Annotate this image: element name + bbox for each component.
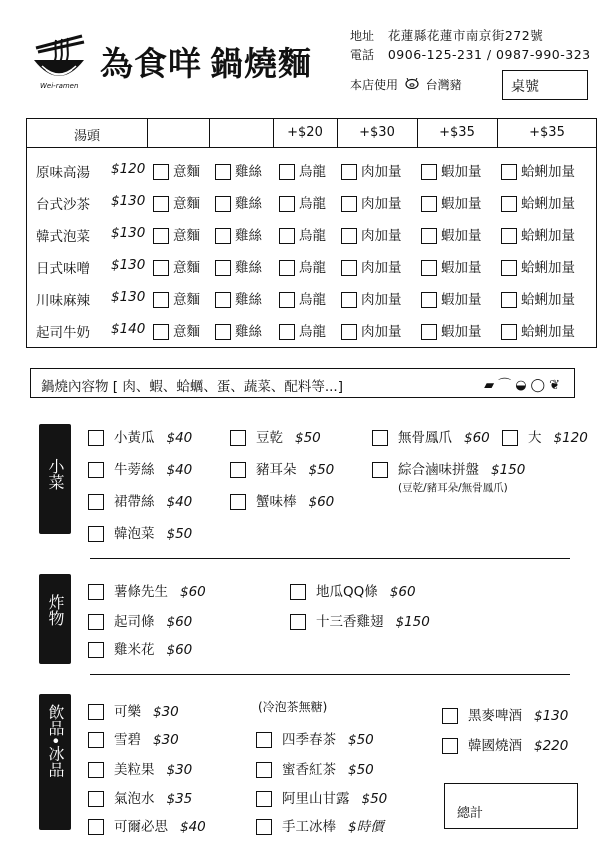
- item-name: 韓泡菜: [114, 526, 155, 542]
- soup-option: [153, 256, 200, 276]
- checkbox[interactable]: [501, 196, 517, 212]
- item-price: $60: [389, 584, 416, 600]
- option-label: 雞絲: [235, 164, 262, 180]
- option-label: 蛤蜊加量: [521, 292, 575, 308]
- checkbox[interactable]: [153, 292, 169, 308]
- option-label: 雞絲: [235, 228, 262, 244]
- menu-item: [256, 815, 384, 835]
- checkbox[interactable]: [442, 708, 458, 724]
- checkbox[interactable]: [341, 324, 357, 340]
- checkbox[interactable]: [341, 260, 357, 276]
- option-label: 烏龍: [299, 196, 326, 212]
- option-label: 烏龍: [299, 260, 326, 276]
- item-name: 綜合滷味拼盤: [398, 462, 479, 478]
- soup-option: [341, 224, 402, 244]
- soup-option: [501, 320, 575, 340]
- item-price: $120: [553, 430, 588, 446]
- option-label: 烏龍: [299, 228, 326, 244]
- menu-item: [502, 426, 588, 446]
- menu-item: [442, 734, 568, 754]
- item-name: 手工冰棒: [282, 819, 336, 835]
- item-price: $40: [166, 462, 193, 478]
- item-name: 雪碧: [114, 732, 141, 748]
- item-price: $60: [464, 430, 490, 446]
- soup-option: [501, 160, 575, 180]
- option-label: 意麵: [173, 260, 200, 276]
- item-price: $40: [166, 430, 193, 446]
- item-price: $60: [166, 642, 193, 658]
- item-name: 豬耳朵: [256, 462, 297, 478]
- menu-item: [372, 458, 525, 478]
- menu-item: [88, 522, 192, 542]
- item-price: $50: [295, 430, 321, 446]
- item-price: $50: [361, 791, 388, 807]
- checkbox[interactable]: [88, 494, 104, 510]
- checkbox[interactable]: [279, 164, 295, 180]
- section-label-sides: 小菜: [39, 424, 71, 534]
- divider-sides: [90, 558, 570, 559]
- total-label: 總計: [457, 806, 484, 821]
- item-price: $50: [166, 526, 193, 542]
- checkbox[interactable]: [341, 196, 357, 212]
- item-name: 阿里山甘露: [282, 791, 350, 807]
- soup-row: [27, 283, 596, 313]
- item-name: 蟹味棒: [256, 494, 297, 510]
- soup-price: $130: [111, 257, 146, 273]
- item-name: 薯條先生: [114, 584, 168, 600]
- soup-order-grid: [26, 118, 597, 348]
- item-price: $150: [491, 462, 526, 478]
- soup-name: 起司牛奶: [36, 325, 90, 341]
- option-label: 蛤蜊加量: [521, 196, 575, 212]
- item-price: $40: [180, 819, 206, 835]
- checkbox[interactable]: [88, 704, 104, 720]
- option-label: 意麵: [173, 228, 200, 244]
- checkbox[interactable]: [215, 196, 231, 212]
- phone-label: 電話: [350, 48, 375, 62]
- soup-option: [153, 192, 200, 212]
- soup-option: [341, 192, 402, 212]
- checkbox[interactable]: [88, 732, 104, 748]
- option-label: 意麵: [173, 196, 200, 212]
- checkbox[interactable]: [421, 228, 437, 244]
- menu-item: [230, 458, 334, 478]
- item-name: 無骨鳳爪: [398, 430, 452, 446]
- option-label: 烏龍: [299, 164, 326, 180]
- menu-item: [88, 787, 192, 807]
- soup-option: [153, 160, 200, 180]
- soup-option: [215, 288, 262, 308]
- item-price: $50: [348, 732, 374, 748]
- option-label: 蝦加量: [441, 196, 482, 212]
- checkbox[interactable]: [230, 430, 246, 446]
- checkbox[interactable]: [88, 642, 104, 658]
- checkbox[interactable]: [421, 196, 437, 212]
- item-name: 美粒果: [114, 762, 155, 778]
- soup-option: [341, 256, 402, 276]
- option-label: 蛤蜊加量: [521, 228, 575, 244]
- checkbox[interactable]: [501, 228, 517, 244]
- menu-item: [88, 728, 179, 748]
- checkbox[interactable]: [290, 584, 306, 600]
- bacon-icon: ▰: [484, 378, 499, 393]
- option-label: 蛤蜊加量: [521, 324, 575, 340]
- menu-item: [88, 426, 192, 446]
- item-price: $40: [166, 494, 193, 510]
- checkbox[interactable]: [421, 324, 437, 340]
- option-label: 肉加量: [361, 324, 402, 340]
- menu-item: [88, 610, 192, 630]
- item-price: $30: [153, 732, 179, 748]
- item-price: $30: [153, 704, 179, 720]
- option-label: 雞絲: [235, 292, 262, 308]
- soup-option: [421, 256, 482, 276]
- soup-row: [27, 251, 596, 281]
- shrimp-icon: ⌒: [498, 378, 516, 393]
- checkbox[interactable]: [88, 584, 104, 600]
- checkbox[interactable]: [153, 164, 169, 180]
- section-label-fried: 炸物: [39, 574, 71, 664]
- option-label: 意麵: [173, 324, 200, 340]
- item-price: $30: [166, 762, 193, 778]
- soup-option: [153, 320, 200, 340]
- menu-item: [442, 704, 568, 724]
- table-number-field[interactable]: [502, 70, 588, 100]
- pork-note-prefix: 本店使用: [350, 78, 399, 92]
- checkbox[interactable]: [501, 164, 517, 180]
- option-label: 蝦加量: [441, 164, 482, 180]
- item-price: $60: [308, 494, 335, 510]
- address-label: 地址: [350, 29, 375, 43]
- checkbox[interactable]: [88, 791, 104, 807]
- grid-header-price-20: +$20: [287, 125, 323, 140]
- logo-caption: Wei-ramen: [40, 82, 79, 90]
- soup-option: [279, 192, 326, 212]
- checkbox[interactable]: [279, 292, 295, 308]
- checkbox[interactable]: [341, 292, 357, 308]
- option-label: 蛤蜊加量: [521, 164, 575, 180]
- menu-item: [88, 490, 192, 510]
- soup-price: $120: [111, 161, 146, 177]
- item-price: $60: [166, 614, 193, 630]
- checkbox[interactable]: [88, 430, 104, 446]
- soup-price: $130: [111, 225, 146, 241]
- item-name: 牛蒡絲: [114, 462, 155, 478]
- grid-header-price-35b: +$35: [529, 125, 565, 140]
- checkbox[interactable]: [215, 292, 231, 308]
- soup-price: $140: [111, 321, 146, 337]
- item-name: 氣泡水: [114, 791, 155, 807]
- contents-text: 鍋燒內容物 [ 肉、蝦、蛤蠣、蛋、蔬菜、配料等...]: [41, 379, 343, 395]
- soup-option: [279, 288, 326, 308]
- total-field[interactable]: [444, 783, 578, 829]
- checkbox[interactable]: [256, 732, 272, 748]
- option-label: 烏龍: [299, 292, 326, 308]
- menu-item: [230, 490, 334, 510]
- checkbox[interactable]: [153, 196, 169, 212]
- checkbox[interactable]: [256, 762, 272, 778]
- item-name: 地瓜QQ條: [316, 584, 378, 600]
- option-label: 蝦加量: [441, 324, 482, 340]
- soup-option: [501, 192, 575, 212]
- soup-option: [215, 256, 262, 276]
- option-label: 肉加量: [361, 196, 402, 212]
- item-name: 黑麥啤酒: [468, 708, 522, 724]
- pig-icon: [405, 78, 423, 92]
- checkbox[interactable]: [215, 228, 231, 244]
- checkbox[interactable]: [215, 260, 231, 276]
- option-label: 烏龍: [299, 324, 326, 340]
- item-name: 小黃瓜: [114, 430, 155, 446]
- soup-option: [341, 288, 402, 308]
- soup-option: [501, 224, 575, 244]
- address-row: [350, 26, 543, 44]
- soup-option: [215, 160, 262, 180]
- item-price: $150: [395, 614, 430, 630]
- soup-row: [27, 155, 596, 185]
- item-name: 可爾必思: [114, 819, 168, 835]
- checkbox[interactable]: [215, 324, 231, 340]
- soup-name: 川味麻辣: [36, 293, 90, 309]
- table-number-label: 桌號: [511, 79, 539, 95]
- checkbox[interactable]: [290, 614, 306, 630]
- title-sub: 鍋燒麵: [210, 44, 312, 83]
- checkbox[interactable]: [88, 526, 104, 542]
- soup-option: [421, 288, 482, 308]
- soup-option: [341, 320, 402, 340]
- soup-name: 韓式泡菜: [36, 229, 90, 245]
- menu-item: [256, 728, 374, 748]
- checkbox[interactable]: [153, 324, 169, 340]
- soup-option: [421, 192, 482, 212]
- item-name: 起司條: [114, 614, 155, 630]
- vegetable-icon: ❦: [549, 378, 564, 393]
- noodle-bowl-logo: [30, 30, 88, 92]
- soup-price: $130: [111, 289, 146, 305]
- divider-fried: [90, 674, 570, 675]
- option-label: 雞絲: [235, 260, 262, 276]
- option-label: 雞絲: [235, 324, 262, 340]
- checkbox[interactable]: [279, 324, 295, 340]
- soup-option: [279, 320, 326, 340]
- soup-name: 台式沙茶: [36, 197, 90, 213]
- menu-item: [256, 758, 374, 778]
- menu-item: [372, 426, 490, 446]
- menu-item: [88, 758, 192, 778]
- menu-item: [88, 458, 192, 478]
- checkbox[interactable]: [279, 196, 295, 212]
- grid-header-soup: 湯頭: [73, 129, 100, 144]
- pork-note-suffix: 台灣豬: [425, 78, 462, 92]
- tea-note: (冷泡茶無糖): [258, 700, 328, 714]
- item-price: $50: [348, 762, 374, 778]
- checkbox[interactable]: [501, 260, 517, 276]
- phone-value: 0906-125-231 / 0987-990-323: [387, 47, 591, 62]
- item-price: $220: [534, 738, 569, 754]
- checkbox[interactable]: [421, 292, 437, 308]
- option-label: 蝦加量: [441, 260, 482, 276]
- item-price: $35: [166, 791, 193, 807]
- checkbox[interactable]: [421, 260, 437, 276]
- soup-row: [27, 219, 596, 249]
- restaurant-title: [100, 38, 312, 85]
- soup-option: [153, 224, 200, 244]
- checkbox[interactable]: [230, 494, 246, 510]
- option-label: 蝦加量: [441, 228, 482, 244]
- item-price: $50: [308, 462, 335, 478]
- checkbox[interactable]: [153, 260, 169, 276]
- egg-icon: ◯: [530, 378, 550, 393]
- option-label: 蝦加量: [441, 292, 482, 308]
- checkbox[interactable]: [421, 164, 437, 180]
- menu-item: [256, 787, 387, 807]
- phone-row: [350, 46, 591, 63]
- option-label: 雞絲: [235, 196, 262, 212]
- soup-option: [501, 288, 575, 308]
- grid-header-price-35a: +$35: [439, 125, 475, 140]
- item-name: 十三香雞翅: [316, 614, 384, 630]
- checkbox[interactable]: [230, 462, 246, 478]
- checkbox[interactable]: [442, 738, 458, 754]
- soup-option: [215, 224, 262, 244]
- ingredient-icons: [484, 374, 564, 393]
- grid-header-price-30: +$30: [359, 125, 395, 140]
- item-price: $時價: [348, 819, 384, 835]
- item-name: 蜜香紅茶: [282, 762, 336, 778]
- soup-option: [279, 256, 326, 276]
- option-label: 意麵: [173, 292, 200, 308]
- checkbox[interactable]: [88, 762, 104, 778]
- item-name: 韓國燒酒: [468, 738, 522, 754]
- soup-option: [153, 288, 200, 308]
- soup-name: 原味高湯: [36, 165, 90, 181]
- item-price: $130: [534, 708, 569, 724]
- checkbox[interactable]: [372, 462, 388, 478]
- soup-price: $130: [111, 193, 146, 209]
- checkbox[interactable]: [256, 819, 272, 835]
- checkbox[interactable]: [501, 292, 517, 308]
- option-label: 肉加量: [361, 292, 402, 308]
- item-name: 大: [528, 430, 542, 446]
- checkbox[interactable]: [215, 164, 231, 180]
- option-label: 蛤蜊加量: [521, 260, 575, 276]
- menu-item: [290, 610, 430, 630]
- menu-item: [290, 580, 416, 600]
- contents-banner: [30, 368, 575, 398]
- soup-option: [341, 160, 402, 180]
- soup-option: [421, 320, 482, 340]
- soup-option: [279, 160, 326, 180]
- checkbox[interactable]: [256, 791, 272, 807]
- checkbox[interactable]: [88, 819, 104, 835]
- soup-option: [501, 256, 575, 276]
- address-value: 花蓮縣花蓮市南京街272號: [387, 28, 544, 43]
- checkbox[interactable]: [502, 430, 518, 446]
- menu-item: [88, 700, 179, 720]
- checkbox[interactable]: [341, 164, 357, 180]
- item-name: 裙帶絲: [114, 494, 155, 510]
- menu-item: [88, 815, 206, 835]
- item-name: 雞米花: [114, 642, 155, 658]
- menu-item: [88, 638, 192, 658]
- soup-option: [215, 192, 262, 212]
- checkbox[interactable]: [153, 228, 169, 244]
- soup-row: [27, 315, 596, 345]
- item-name: 四季春茶: [282, 732, 336, 748]
- soup-option: [421, 160, 482, 180]
- checkbox[interactable]: [341, 228, 357, 244]
- soup-option: [279, 224, 326, 244]
- checkbox[interactable]: [501, 324, 517, 340]
- soup-row: [27, 187, 596, 217]
- option-label: 肉加量: [361, 260, 402, 276]
- checkbox[interactable]: [88, 462, 104, 478]
- item-name: 豆乾: [256, 430, 283, 446]
- soup-name: 日式味噌: [36, 261, 90, 277]
- platter-note: (豆乾/豬耳朵/無骨鳳爪): [398, 482, 508, 494]
- menu-item: [88, 580, 206, 600]
- clam-icon: ◒: [515, 378, 531, 393]
- option-label: 肉加量: [361, 164, 402, 180]
- checkbox[interactable]: [88, 614, 104, 630]
- soup-option: [421, 224, 482, 244]
- checkbox[interactable]: [279, 228, 295, 244]
- item-price: $60: [180, 584, 206, 600]
- section-label-drinks: 飲品•冰品: [39, 694, 71, 830]
- item-name: 可樂: [114, 704, 141, 720]
- menu-item: [230, 426, 321, 446]
- soup-option: [215, 320, 262, 340]
- checkbox[interactable]: [279, 260, 295, 276]
- option-label: 意麵: [173, 164, 200, 180]
- option-label: 肉加量: [361, 228, 402, 244]
- title-main: 為食咩: [100, 44, 202, 83]
- pork-note: [350, 76, 462, 93]
- checkbox[interactable]: [372, 430, 388, 446]
